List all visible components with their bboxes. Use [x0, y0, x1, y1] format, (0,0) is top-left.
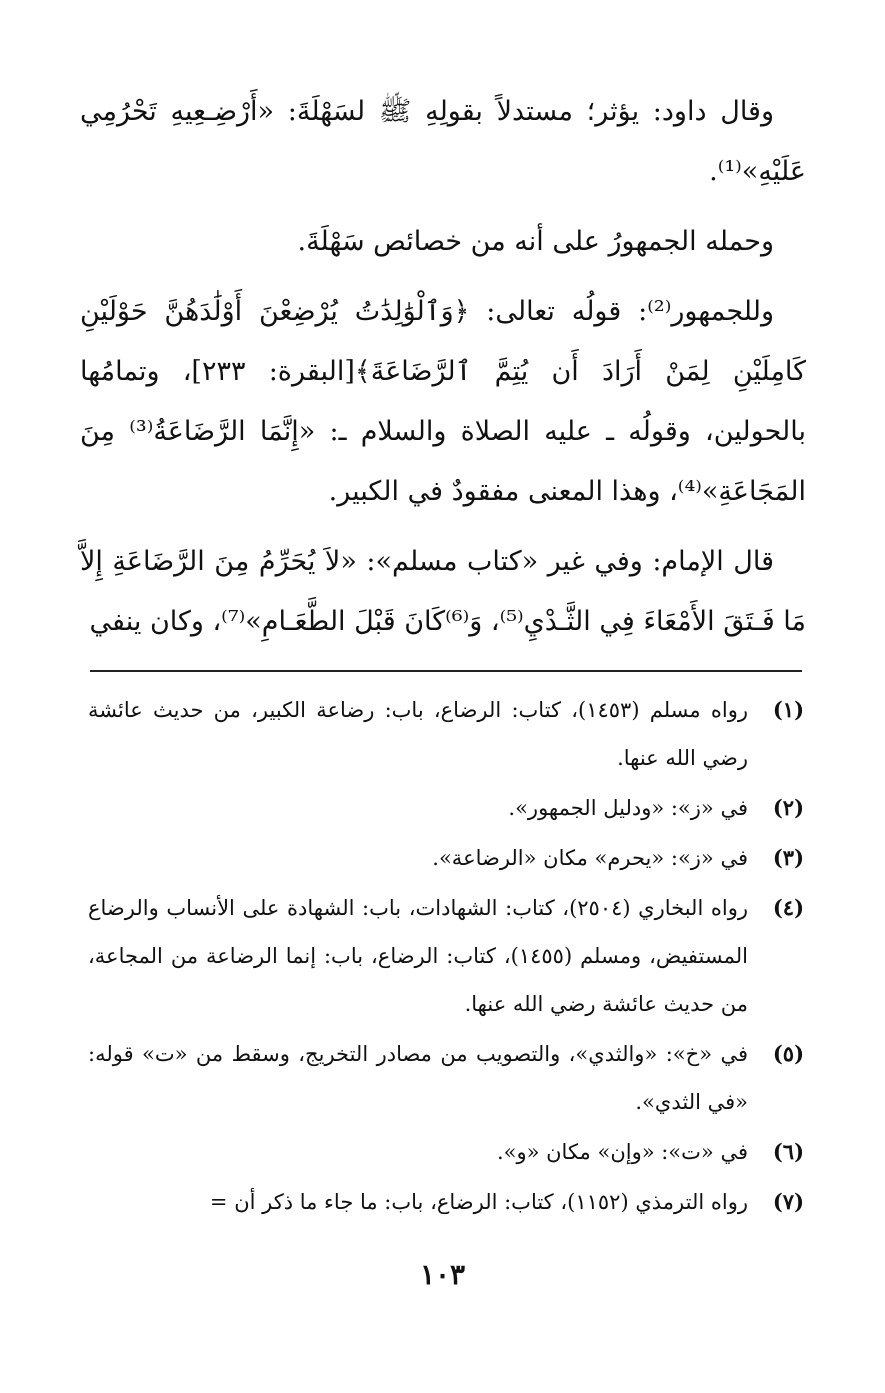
footnote-text: رواه البخاري (٢٥٠٤)، كتاب: الشهادات، باب: الشهادة على الأنساب والرضاع المستفيض، ومسلم (١٤٥٥)، كتاب: الرضاع، باب: إنما الرضاعة من المجاعة، من حديث عائشة رضي الله عنها. [88, 896, 748, 1016]
footnote-text: في «ز»: «يحرم» مكان «الرضاعة». [432, 846, 748, 870]
footnote-number: (١) [772, 697, 804, 722]
footnote-text: في «ز»: «ودليل الجمهور». [508, 796, 748, 820]
footnote-item [88, 834, 804, 882]
footnote-item [88, 1178, 804, 1226]
paragraph-imam: قال الإمام: وفي غير «كتاب مسلم»: «لاَ يُحَرِّمُ مِنَ الرَّضَاعَةِ إِلاَّ مَا فَـتَقَ الأَمْعَاءَ فِي الثَّـدْيِ⁽⁵⁾، وَ⁽⁶⁾كَانَ قَبْلَ الطَّعَـامِ»⁽⁷⁾، وكان ينفي [80, 546, 806, 637]
paragraph-jumhur-dalil: وللجمهور⁽²⁾: قولُه تعالى: ﴿وَٱلْوَٰلِدَٰتُ يُرْضِعْنَ أَوْلَٰدَهُنَّ حَوْلَيْنِ كَامِلَيْنِ لِمَنْ أَرَادَ أَن يُتِمَّ ٱلرَّضَاعَةَ﴾[البقرة: ٢٣٣]، وتمامُها بالحولين، وقولُه ـ عليه الصلاة والسلام ـ: «إِنَّمَا الرَّضَاعَةُ⁽³⁾ مِنَ المَجَاعَةِ»⁽⁴⁾، وهذا المعنى مفقودٌ في الكبير. [80, 296, 806, 507]
footnote-separator [90, 670, 802, 672]
footnote-item [88, 784, 804, 832]
page-body [80, 82, 806, 662]
footnote-text: رواه مسلم (١٤٥٣)، كتاب: الرضاع، باب: رضاعة الكبير، من حديث عائشة رضي الله عنها. [88, 698, 748, 770]
footnote-number: (٤) [772, 895, 804, 920]
footnotes [88, 686, 804, 1228]
footnote-number: (٥) [772, 1041, 804, 1066]
footnote-text: في «ت»: «وإن» مكان «و». [496, 1140, 748, 1164]
footnote-item [88, 1030, 804, 1126]
main-text [80, 82, 806, 652]
footnote-number: (٦) [772, 1139, 804, 1164]
footnote-number: (٢) [772, 795, 804, 820]
footnote-text: رواه الترمذي (١١٥٢)، كتاب: الرضاع، باب: ما جاء ما ذكر أن = [209, 1190, 748, 1214]
footnote-number: (٣) [772, 845, 804, 870]
footnote-item [88, 686, 804, 782]
page-number: ١٠٣ [419, 1258, 466, 1291]
paragraph-jumhur-haml: وحمله الجمهورُ على أنه من خصائص سَهْلَةَ. [297, 226, 774, 257]
paragraph-dawud: وقال داود: يؤثر؛ مستدلاً بقولِهِ ﷺ لسَهْلَةَ: «أَرْضِـعِيهِ تَحْرُمِي عَلَيْهِ»⁽¹⁾. [80, 96, 806, 187]
footnote-number: (٧) [772, 1189, 804, 1214]
footnote-item [88, 884, 804, 1028]
footnote-text: في «خ»: «والثدي»، والتصويب من مصادر التخريج، وسقط من «ت» قوله: «في الثدي». [88, 1042, 748, 1114]
footnote-item [88, 1128, 804, 1176]
